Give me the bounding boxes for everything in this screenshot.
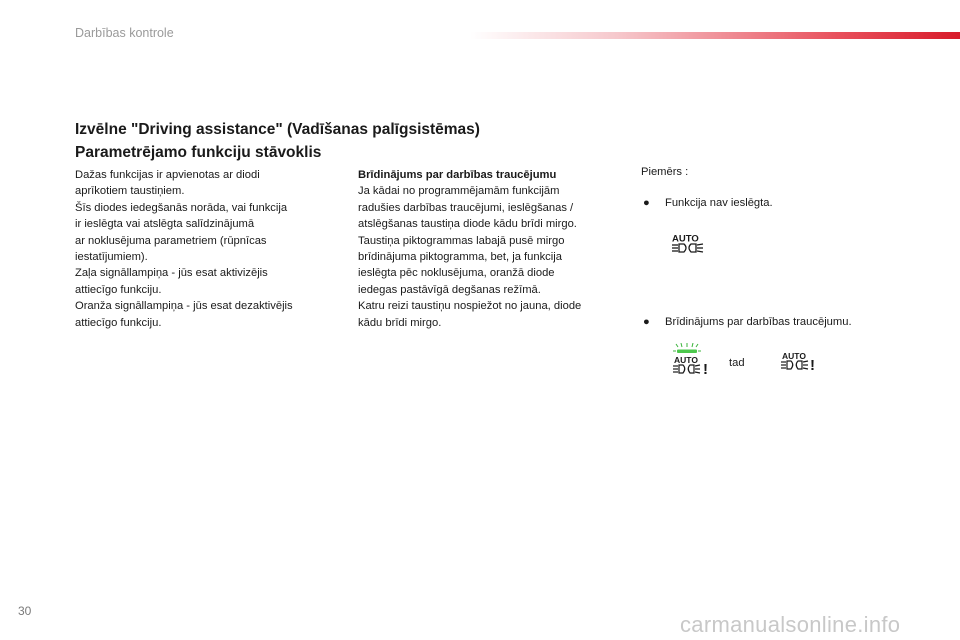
text-line: kādu brīdi mirgo. (358, 316, 442, 329)
example-item-text: Brīdinājums par darbības traucējumu. (665, 316, 852, 328)
example-item-malfunction (643, 316, 852, 328)
icon-auto-text: AUTO (782, 351, 806, 361)
icon-auto-text: AUTO (674, 355, 698, 365)
header-gradient-bar (470, 32, 960, 39)
text-line: iestatījumiem). (75, 251, 148, 264)
text-line: ir ieslēgta vai atslēgta salīdzinājumā (75, 218, 255, 231)
text-line: aprīkotiem taustiņiem. (75, 185, 185, 198)
text-line: Dažas funkcijas ir apvienotas ar diodi (75, 169, 260, 181)
text-line: Oranža signāllampiņa - jūs esat dezaktivējis (75, 300, 293, 313)
icon-auto-text: AUTO (672, 233, 699, 245)
text-line: brīdinājuma piktogramma, bet, ja funkcija (358, 251, 562, 264)
text-line: Taustiņa piktogrammas labajā pusē mirgo (358, 234, 565, 247)
auto-headlamp-blinking-icon (671, 343, 713, 382)
bullet-dot: ● (643, 316, 650, 328)
page-number: 30 (18, 604, 32, 618)
column-malfunction (358, 167, 628, 331)
text-line: Katru reizi taustiņu nospiežot no jauna, diode (358, 300, 582, 313)
auto-headlamp-warning-icon (780, 351, 818, 382)
text-line: Zaļa signāllampiņa - jūs esat aktivizējis (75, 267, 268, 280)
example-label: Piemērs : (641, 166, 689, 178)
section-title: Izvēlne "Driving assistance" (Vadīšanas palīgsistēmas) (75, 121, 480, 138)
text-line: ieslēgta pēc noklusējuma, oranžā diode (358, 267, 555, 280)
example-item-text: Funkcija nav ieslēgta. (665, 197, 773, 209)
text-line: iedegas pastāvīgā degšanas režīmā. (358, 283, 541, 296)
auto-headlamp-icon (671, 233, 707, 260)
text-line: attiecīgo funkciju. (75, 283, 162, 296)
sub-title: Parametrējamo funkciju stāvoklis (75, 144, 322, 161)
header-section-title: Darbības kontrole (75, 26, 174, 40)
column-description (75, 167, 345, 331)
text-line: Šīs diodes iedegšanās norāda, vai funkcija (75, 201, 288, 214)
text-line: attiecīgo funkciju. (75, 316, 162, 329)
text-line: ar noklusējuma parametriem (rūpnīcas (75, 234, 267, 247)
warning-mark: ! (810, 357, 815, 374)
bullet-dot: ● (643, 197, 650, 209)
then-word: tad (729, 357, 745, 369)
malfunction-heading: Brīdinājums par darbības traucējumu (358, 169, 557, 181)
watermark: carmanualsonline.info (680, 612, 901, 637)
text-line: atslēgšanas taustiņa diode kādu brīdi mirgo. (358, 218, 577, 231)
text-line: radušies darbības traucējumi, ieslēgšanas / (358, 201, 574, 214)
text-line: Ja kādai no programmējamām funkcijām (358, 185, 560, 198)
example-item-inactive (643, 197, 773, 209)
warning-mark: ! (703, 361, 708, 377)
